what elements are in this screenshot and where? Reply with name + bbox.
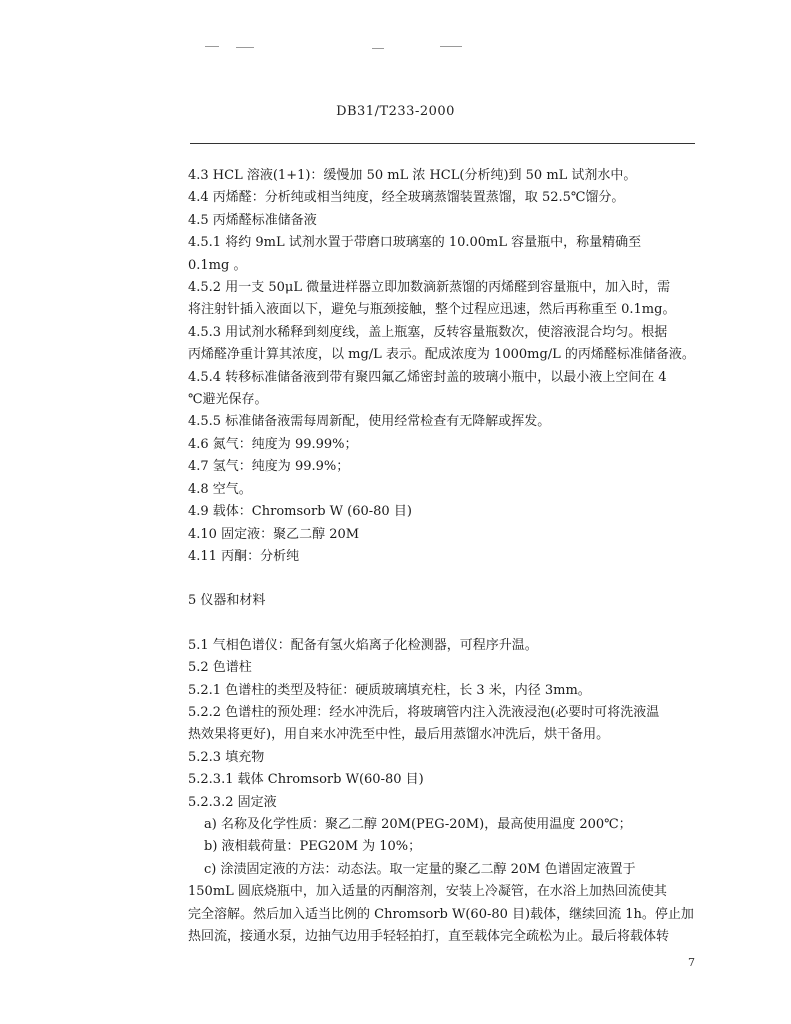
page-number: 7 (688, 956, 695, 969)
text-line: 4.5.5 标准储备液需每周新配，使用经常检查有无降解或挥发。 (188, 414, 551, 430)
list-item: b) 液相载荷量：PEG20M 为 10%； (204, 839, 422, 855)
document-header: DB31/T233-2000 (336, 104, 455, 119)
text-line: 4.3 HCL 溶液(1+1)：缓慢加 50 mL 浓 HCL(分析纯)到 50 mL 试剂水中。 (188, 168, 637, 183)
text-line: 150mL 圆底烧瓶中，加入适量的丙酮溶剂，安装上冷凝管，在水浴上加热回流使其 (188, 884, 667, 900)
blank-line (188, 568, 698, 590)
blank-line (188, 613, 698, 635)
header-rule (190, 143, 695, 144)
text-line: 5.2.3.2 固定液 (188, 794, 277, 810)
text-line: 5.2.3 填充物 (188, 749, 265, 765)
text-line: 4.5.1 将约 9mL 试剂水置于带磨口玻璃塞的 10.00mL 容量瓶中，称量精确至 (188, 235, 642, 251)
text-line: ℃避光保存。 (188, 392, 268, 408)
section-heading: 5 仪器和材料 (188, 593, 266, 609)
scan-mark (440, 46, 462, 47)
text-line: 4.11 丙酮：分析纯 (188, 548, 300, 564)
text-line: 4.7 氢气：纯度为 99.9%； (188, 459, 350, 475)
text-line: 热效果将更好)，用自来水冲洗至中性，最后用蒸馏水冲洗后，烘干备用。 (188, 727, 610, 743)
text-line: 4.6 氮气：纯度为 99.99%； (188, 436, 358, 452)
scan-mark (205, 46, 219, 47)
scan-mark (236, 47, 254, 48)
text-line: 4.5.3 用试剂水稀释到刻度线，盖上瓶塞，反转容量瓶数次，使溶液混合均匀。根据 (188, 324, 668, 340)
text-line: 4.4 丙烯醛：分析纯或相当纯度，经全玻璃蒸馏装置蒸馏，取 52.5℃馏分。 (188, 190, 625, 206)
list-item: c) 涂渍固定液的方法：动态法。取一定量的聚乙二醇 20M 色谱固定液置于 (204, 861, 636, 877)
text-line: 将注射针插入液面以下，避免与瓶颈接触，整个过程应迅速，然后再称重至 0.1mg。 (188, 302, 676, 318)
text-line: 5.2 色谱柱 (188, 660, 252, 676)
text-line: 4.9 载体：Chromsorb W (60-80 目) (188, 504, 412, 520)
list-item: a) 名称及化学性质：聚乙二醇 20M(PEG-20M)，最高使用温度 200℃； (204, 816, 632, 832)
text-line: 0.1mg 。 (188, 257, 247, 273)
text-line: 5.1 气相色谱仪：配备有氢火焰离子化检测器，可程序升温。 (188, 637, 538, 653)
text-line: 完全溶解。然后加入适当比例的 Chromsorb W(60-80 目)载体，继续回流 1h。停止加 (188, 906, 694, 922)
text-line: 热回流，接通水泵，边抽气边用手轻轻拍打，直至载体完全疏松为止。最后将载体转 (188, 929, 670, 944)
text-line: 丙烯醛净重计算其浓度，以 mg/L 表示。配成浓度为 1000mg/L 的丙烯醛标准储备液。 (188, 347, 695, 363)
scan-mark (372, 48, 384, 49)
text-line: 4.5 丙烯醛标准储备液 (188, 212, 317, 228)
text-line: 5.2.1 色谱柱的类型及特征：硬质玻璃填充柱，长 3 米，内径 3mm。 (188, 682, 591, 698)
document-body (188, 165, 698, 948)
text-line: 4.5.4 转移标准储备液到带有聚四氟乙烯密封盖的玻璃小瓶中，以最小液上空间在 4 (188, 369, 667, 385)
text-line: 4.10 固定液：聚乙二醇 20M (188, 526, 360, 542)
text-line: 5.2.2 色谱柱的预处理：经水冲洗后，将玻璃管内注入洗液浸泡(必要时可将洗液温 (188, 704, 660, 720)
text-line: 4.5.2 用一支 50μL 微量进样器立即加数滴新蒸馏的丙烯醛到容量瓶中，加入时，需 (188, 280, 671, 296)
text-line: 5.2.3.1 载体 Chromsorb W(60-80 目) (188, 772, 424, 788)
text-line: 4.8 空气。 (188, 481, 252, 497)
